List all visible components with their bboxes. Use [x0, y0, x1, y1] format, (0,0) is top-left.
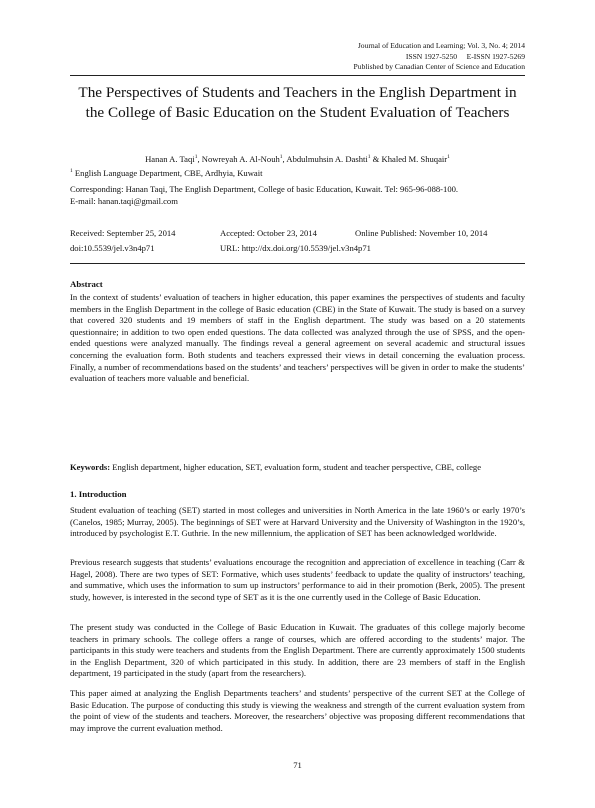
page-number: 71	[293, 760, 302, 770]
paragraph: This paper aimed at analyzing the English Departments teachers’ and students’ perspective of the current SET at the College of Basic Education. The purpose of conducting this study is viewing the weakness and strength of the current evaluation system from the point of view of the students and teachers. Moreover, the researchers’ objective was proposing different recommendations that may improve the current evaluation method.	[70, 688, 525, 733]
separator: ,	[282, 154, 287, 164]
separator: ,	[197, 154, 202, 164]
author-name: Nowreyah A. Al-Nouh	[201, 154, 280, 164]
abstract-heading: Abstract	[70, 279, 103, 289]
correspondence-line: Corresponding: Hanan Taqi, The English Department, College of basic Education, Kuwait. Tel: 965-96-088-100.	[70, 184, 459, 194]
affiliation-text: English Language Department, CBE, Ardhyia, Kuwait	[72, 168, 263, 178]
affiliation	[70, 168, 263, 179]
affiliation-mark: 1	[447, 154, 450, 161]
affiliation-mark: 1	[194, 154, 198, 161]
journal-citation: Journal of Education and Learning; Vol. 3, No. 4; 2014	[357, 41, 525, 50]
doi: doi:10.5539/jel.v3n4p71	[70, 243, 155, 253]
journal-issn: ISSN 1927-5250 E-ISSN 1927-5269	[405, 51, 525, 61]
affiliation-mark: 1	[70, 168, 73, 175]
doi-url: URL: http://dx.doi.org/10.5539/jel.v3n4p71	[220, 243, 371, 253]
keywords	[70, 462, 525, 474]
paragraph: The present study was conducted in the College of Basic Education in Kuwait. The graduates of this college majorly become teachers in primary schools. The college offers a range of courses, which are offered according to the students’ major. The participants in this study were teachers and students from the English Department. There are currently approximately 1500 students in the English Department, 320 of which participated in this study. In addition, there are 23 members of staff in the English department, 19 participated in the study (apart from the researchers).	[70, 622, 525, 679]
dates-rule	[70, 263, 525, 264]
author-name: Abdulmuhsin A. Dashti	[286, 154, 368, 164]
author-list	[70, 154, 525, 165]
author-name: Hanan A. Taqi	[145, 154, 195, 164]
separator: &	[370, 154, 382, 164]
paragraph: Student evaluation of teaching (SET) started in most colleges and universities in North America in the late 1960’s or early 1970’s (Canelos, 1985; Murray, 2005). The beginnings of SET were at Harvard University and the University of Washington in the 1920’s, introduced by psychologist E.T. Guthrie. In the new millennium, the application of SET has been acknowledged worldwide.	[70, 505, 525, 539]
accepted-date: Accepted: October 23, 2014	[220, 228, 317, 238]
correspondence-email: E-mail: hanan.taqi@gmail.com	[70, 195, 178, 206]
keywords-text: English department, higher education, SET, evaluation form, student and teacher perspective, CBE, college	[110, 462, 482, 472]
abstract-text: In the context of students’ evaluation of teachers in higher education, this paper examines the perspectives of students and faculty members in the English Department in the college of Basic education (CBE) in the State of Kuwait. The study is based on a survey that covered 320 students and 19 members of staff in the English department. The study was based on a 20 statements questionnaire; in addition to two open ended questions. The data collected was analyzed through the use of SPSS, and the open-ended questions were analyzed manually. The findings reveal a general agreement on several academic and structural issues concerning the evaluation form. Both students and teachers expressed their views in detail concerning the evaluation process. Finally, a number of recommendations based on the students’ and teachers’ perspectives will be given in order to make the students’ evaluation of teachers more valuable and beneficial.	[70, 292, 525, 384]
paper-title: The Perspectives of Students and Teachers in the English Department in the College of Basic Education on the Student Evaluation of Teachers	[78, 84, 517, 121]
received-date: Received: September 25, 2014	[70, 228, 176, 238]
journal-header	[225, 41, 525, 73]
publication-dates	[70, 228, 525, 254]
journal-publisher: Published by Canadian Center of Science and Education	[353, 62, 525, 71]
affiliation-mark: 1	[367, 154, 371, 161]
author-name: Khaled M. Shuqair	[381, 154, 448, 164]
introduction-heading: 1. Introduction	[70, 489, 127, 499]
keywords-label: Keywords:	[70, 462, 111, 472]
affiliation-mark: 1	[279, 154, 283, 161]
header-rule	[70, 75, 525, 76]
paragraph: Previous research suggests that students’ evaluations encourage the recognition and appreciation of excellence in teaching (Carr & Hagel, 2008). There are two types of SET: Formative, which uses students’ feedback to update the quality of instructors’ teaching, and summative, which uses the information to sum up instructors’ performance to aid in their promotion (Berk, 2005). The present study, however, is interested in the second type of SET as it is the one currently used in the College of Basic Education.	[70, 557, 525, 602]
online-published-date: Online Published: November 10, 2014	[355, 228, 488, 238]
correspondence	[70, 184, 525, 207]
